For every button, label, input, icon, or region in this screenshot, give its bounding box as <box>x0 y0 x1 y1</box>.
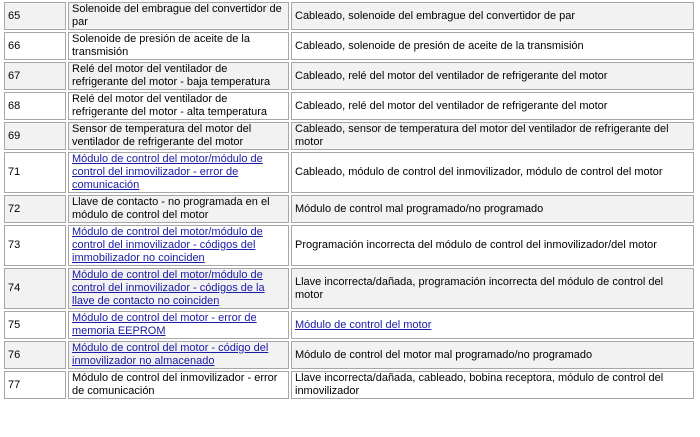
code-cell: 69 <box>4 122 66 150</box>
description-cell: Relé del motor del ventilador de refrigerante del motor - alta temperatura <box>68 92 289 120</box>
description-cell <box>68 152 289 193</box>
description-cell: Relé del motor del ventilador de refrigerante del motor - baja temperatura <box>68 62 289 90</box>
cause-cell: Cableado, módulo de control del inmovilizador, módulo de control del motor <box>291 152 694 193</box>
table-row <box>4 32 694 60</box>
table-row <box>4 2 694 30</box>
cause-cell <box>291 311 694 339</box>
description-cell <box>68 225 289 266</box>
description-cell <box>68 341 289 369</box>
description-link[interactable]: Módulo de control del motor - error de memoria EEPROM <box>72 312 257 337</box>
description-cell: Llave de contacto - no programada en el módulo de control del motor <box>68 195 289 223</box>
description-link[interactable]: Módulo de control del motor/módulo de control del inmovilizador - códigos del immobilizador no coinciden <box>72 226 263 264</box>
code-cell: 67 <box>4 62 66 90</box>
cause-cell: Llave incorrecta/dañada, programación incorrecta del módulo de control del motor <box>291 268 694 309</box>
description-cell: Solenoide de presión de aceite de la transmisión <box>68 32 289 60</box>
code-cell: 73 <box>4 225 66 266</box>
cause-cell: Llave incorrecta/dañada, cableado, bobina receptora, módulo de control del inmovilizador <box>291 371 694 399</box>
description-link[interactable]: Módulo de control del motor/módulo de control del inmovilizador - error de comunicación <box>72 153 263 191</box>
description-cell: Módulo de control del inmovilizador - error de comunicación <box>68 371 289 399</box>
cause-cell: Programación incorrecta del módulo de control del inmovilizador/del motor <box>291 225 694 266</box>
table-row <box>4 122 694 150</box>
description-cell: Sensor de temperatura del motor del ventilador de refrigerante del motor <box>68 122 289 150</box>
table-row <box>4 62 694 90</box>
code-cell: 66 <box>4 32 66 60</box>
code-cell: 72 <box>4 195 66 223</box>
table-row <box>4 311 694 339</box>
code-cell: 71 <box>4 152 66 193</box>
table-row <box>4 225 694 266</box>
code-cell: 75 <box>4 311 66 339</box>
cause-cell: Módulo de control del motor mal programado/no programado <box>291 341 694 369</box>
code-cell: 68 <box>4 92 66 120</box>
cause-cell: Cableado, relé del motor del ventilador de refrigerante del motor <box>291 62 694 90</box>
cause-cell: Cableado, solenoide de presión de aceite de la transmisión <box>291 32 694 60</box>
cause-cell: Cableado, relé del motor del ventilador de refrigerante del motor <box>291 92 694 120</box>
table-row <box>4 152 694 193</box>
code-cell: 65 <box>4 2 66 30</box>
description-cell: Solenoide del embrague del convertidor de par <box>68 2 289 30</box>
description-cell <box>68 268 289 309</box>
fault-code-table <box>2 0 696 401</box>
description-link[interactable]: Módulo de control del motor - código del inmovilizador no almacenado <box>72 342 269 367</box>
code-cell: 77 <box>4 371 66 399</box>
cause-cell: Cableado, sensor de temperatura del motor del ventilador de refrigerante del motor <box>291 122 694 150</box>
cause-link[interactable]: Módulo de control del motor <box>295 318 432 331</box>
description-cell <box>68 311 289 339</box>
table-row <box>4 268 694 309</box>
cause-cell: Cableado, solenoide del embrague del convertidor de par <box>291 2 694 30</box>
code-cell: 74 <box>4 268 66 309</box>
table-row <box>4 341 694 369</box>
table-row <box>4 92 694 120</box>
description-link[interactable]: Módulo de control del motor/módulo de control del inmovilizador - códigos de la llave de contacto no coinciden <box>72 269 265 307</box>
code-cell: 76 <box>4 341 66 369</box>
cause-cell: Módulo de control mal programado/no programado <box>291 195 694 223</box>
table-row <box>4 195 694 223</box>
fault-code-table-body <box>4 2 694 399</box>
table-row <box>4 371 694 399</box>
